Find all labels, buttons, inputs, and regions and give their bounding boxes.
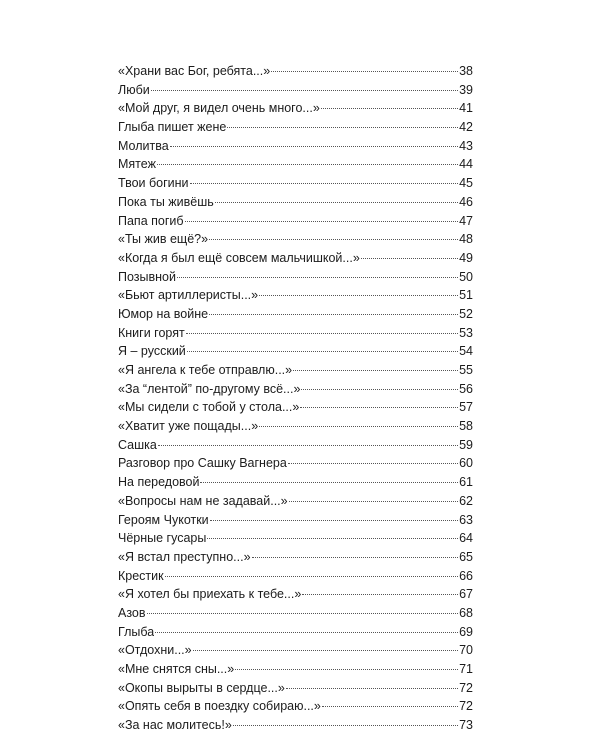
toc-entry-page-number: 67	[459, 587, 473, 602]
table-of-contents	[118, 62, 473, 735]
toc-entry-title: «Ты жив ещё?»	[118, 232, 209, 247]
dot-leader	[321, 108, 458, 109]
toc-entry-page-number: 50	[459, 269, 473, 284]
toc-entry-page-number: 57	[459, 400, 473, 415]
dot-leader	[165, 576, 458, 577]
toc-entry[interactable]	[118, 641, 473, 660]
toc-entry-page-number: 65	[459, 549, 473, 564]
toc-entry[interactable]	[118, 174, 473, 193]
toc-entry-title: «Хватит уже пощады...»	[118, 419, 259, 434]
toc-entry-page-number: 55	[459, 363, 473, 377]
toc-entry[interactable]	[118, 492, 473, 511]
toc-entry[interactable]	[118, 99, 473, 118]
dot-leader	[193, 650, 458, 651]
toc-entry-title: «За “лентой” по-другому всё...»	[118, 381, 301, 396]
toc-entry-title: «Отдохни...»	[118, 643, 192, 658]
toc-entry-page-number: 51	[459, 288, 473, 303]
dot-leader	[210, 520, 458, 521]
toc-entry-page-number: 41	[459, 101, 473, 116]
toc-entry-page-number: 46	[459, 194, 473, 209]
toc-entry-page-number: 47	[459, 213, 473, 228]
toc-entry-title: «Мой друг, я видел очень много...»	[118, 101, 320, 116]
toc-entry[interactable]	[118, 230, 473, 249]
dot-leader	[209, 314, 458, 315]
toc-entry-page-number: 68	[459, 605, 473, 620]
toc-entry[interactable]	[118, 585, 473, 604]
toc-entry-title: «Бьют артиллеристы...»	[118, 288, 259, 303]
toc-entry-page-number: 61	[459, 475, 473, 490]
toc-entry-page-number: 58	[459, 419, 473, 434]
dot-leader	[151, 90, 458, 91]
toc-entry-title: Глыба	[118, 624, 155, 639]
toc-entry-title: «Вопросы нам не задавай...»	[118, 493, 288, 508]
dot-leader	[301, 389, 458, 390]
dot-leader	[252, 557, 458, 558]
dot-leader	[158, 445, 458, 446]
dot-leader	[187, 351, 458, 352]
toc-entry-page-number: 62	[459, 493, 473, 508]
toc-entry-title: «Мне снятся сны...»	[118, 662, 235, 676]
toc-entry-title: Позывной	[118, 269, 176, 284]
toc-entry[interactable]	[118, 155, 473, 174]
dot-leader	[293, 370, 458, 371]
dot-leader	[259, 295, 458, 296]
toc-entry[interactable]	[118, 212, 473, 231]
dot-leader	[235, 669, 458, 670]
toc-entry[interactable]	[118, 305, 473, 324]
toc-entry-page-number: 73	[459, 718, 473, 733]
toc-entry[interactable]	[118, 342, 473, 361]
toc-entry-title: «Окопы вырыты в сердце...»	[118, 680, 285, 695]
toc-entry[interactable]	[118, 286, 473, 305]
toc-entry[interactable]	[118, 604, 473, 623]
toc-entry-title: На передовой	[118, 475, 200, 490]
toc-entry[interactable]	[118, 193, 473, 212]
toc-entry-title: Азов	[118, 605, 146, 620]
toc-entry-title: Сашка	[118, 437, 157, 452]
toc-entry[interactable]	[118, 697, 473, 716]
toc-entry[interactable]	[118, 137, 473, 156]
dot-leader	[177, 277, 458, 278]
toc-entry[interactable]	[118, 81, 473, 100]
toc-entry-page-number: 54	[459, 344, 473, 359]
dot-leader	[259, 426, 458, 427]
toc-entry-title: «Мы сидели с тобой у стола...»	[118, 400, 300, 415]
toc-entry-title: Люби	[118, 82, 150, 97]
toc-entry-page-number: 64	[459, 531, 473, 546]
toc-entry-page-number: 59	[459, 437, 473, 452]
toc-entry-page-number: 72	[459, 699, 473, 714]
toc-entry-page-number: 56	[459, 381, 473, 396]
dot-leader	[155, 632, 458, 633]
toc-entry[interactable]	[118, 679, 473, 698]
toc-entry-title: «Храни вас Бог, ребята...»	[118, 64, 271, 78]
toc-entry[interactable]	[118, 623, 473, 642]
dot-leader	[286, 688, 458, 689]
toc-entry-page-number: 69	[459, 624, 473, 639]
toc-entry-title: Книги горят	[118, 325, 185, 340]
toc-entry-title: Юмор на войне	[118, 306, 209, 321]
toc-entry-page-number: 45	[459, 176, 473, 191]
toc-entry-page-number: 71	[459, 662, 473, 676]
toc-entry-page-number: 42	[459, 120, 473, 135]
dot-leader	[300, 407, 458, 408]
toc-entry[interactable]	[118, 511, 473, 530]
toc-entry-title: Я – русский	[118, 344, 186, 359]
toc-entry[interactable]	[118, 398, 473, 417]
toc-entry-page-number: 48	[459, 232, 473, 247]
dot-leader	[322, 706, 458, 707]
toc-entry-title: Чёрные гусары	[118, 531, 207, 546]
dot-leader	[289, 501, 458, 502]
toc-entry-page-number: 66	[459, 568, 473, 583]
dot-leader	[170, 146, 458, 147]
toc-entry[interactable]	[118, 118, 473, 137]
dot-leader	[186, 333, 458, 334]
toc-entry[interactable]	[118, 268, 473, 287]
dot-leader	[185, 221, 458, 222]
dot-leader	[207, 538, 458, 539]
toc-entry[interactable]	[118, 529, 473, 548]
toc-entry[interactable]	[118, 436, 473, 455]
dot-leader	[190, 183, 458, 184]
toc-entry-page-number: 53	[459, 325, 473, 340]
toc-entry-title: «Я встал преступно...»	[118, 549, 251, 564]
toc-entry-title: Пока ты живёшь	[118, 194, 214, 209]
toc-entry[interactable]	[118, 324, 473, 343]
toc-entry-title: Разговор про Сашку Вагнера	[118, 456, 287, 471]
toc-entry-title: Героям Чукотки	[118, 512, 209, 527]
toc-entry[interactable]	[118, 417, 473, 436]
dot-leader	[215, 202, 458, 203]
toc-entry[interactable]	[118, 567, 473, 586]
dot-leader	[288, 463, 458, 464]
dot-leader	[200, 482, 458, 483]
toc-entry-title: «Когда я был ещё совсем мальчишкой...»	[118, 250, 360, 265]
dot-leader	[271, 71, 458, 72]
toc-entry-title: Твои богини	[118, 176, 189, 191]
dot-leader	[227, 127, 458, 128]
toc-entry[interactable]	[118, 249, 473, 268]
toc-entry-page-number: 39	[459, 82, 473, 97]
toc-entry-page-number: 38	[459, 64, 473, 78]
toc-entry-page-number: 44	[459, 157, 473, 172]
toc-entry-title: «Я хотел бы приехать к тебе...»	[118, 587, 302, 602]
dot-leader	[157, 164, 458, 165]
toc-entry[interactable]	[118, 361, 473, 380]
dot-leader	[361, 258, 458, 259]
toc-entry[interactable]	[118, 548, 473, 567]
toc-entry[interactable]	[118, 660, 473, 679]
toc-entry-page-number: 72	[459, 680, 473, 695]
toc-entry-page-number: 52	[459, 306, 473, 321]
toc-entry-page-number: 43	[459, 138, 473, 153]
toc-entry-page-number: 49	[459, 250, 473, 265]
toc-entry-title: «Опять себя в поездку собираю...»	[118, 699, 321, 714]
toc-entry-title: Молитва	[118, 138, 169, 153]
toc-entry-page-number: 70	[459, 643, 473, 658]
toc-entry-title: Папа погиб	[118, 213, 184, 228]
dot-leader	[302, 594, 458, 595]
toc-entry-title: «За нас молитесь!»	[118, 718, 232, 733]
toc-entry-title: Крестик	[118, 568, 164, 583]
toc-entry[interactable]	[118, 380, 473, 399]
toc-entry-title: Глыба пишет жене	[118, 120, 227, 135]
toc-entry[interactable]	[118, 62, 473, 81]
dot-leader	[147, 613, 458, 614]
toc-entry-title: «Я ангела к тебе отправлю...»	[118, 363, 293, 377]
toc-entry-page-number: 60	[459, 456, 473, 471]
toc-entry-page-number: 63	[459, 512, 473, 527]
dot-leader	[233, 725, 458, 726]
toc-entry-title: Мятеж	[118, 157, 156, 172]
toc-entry[interactable]	[118, 454, 473, 473]
toc-entry[interactable]	[118, 473, 473, 492]
toc-entry[interactable]	[118, 716, 473, 735]
dot-leader	[209, 239, 458, 240]
